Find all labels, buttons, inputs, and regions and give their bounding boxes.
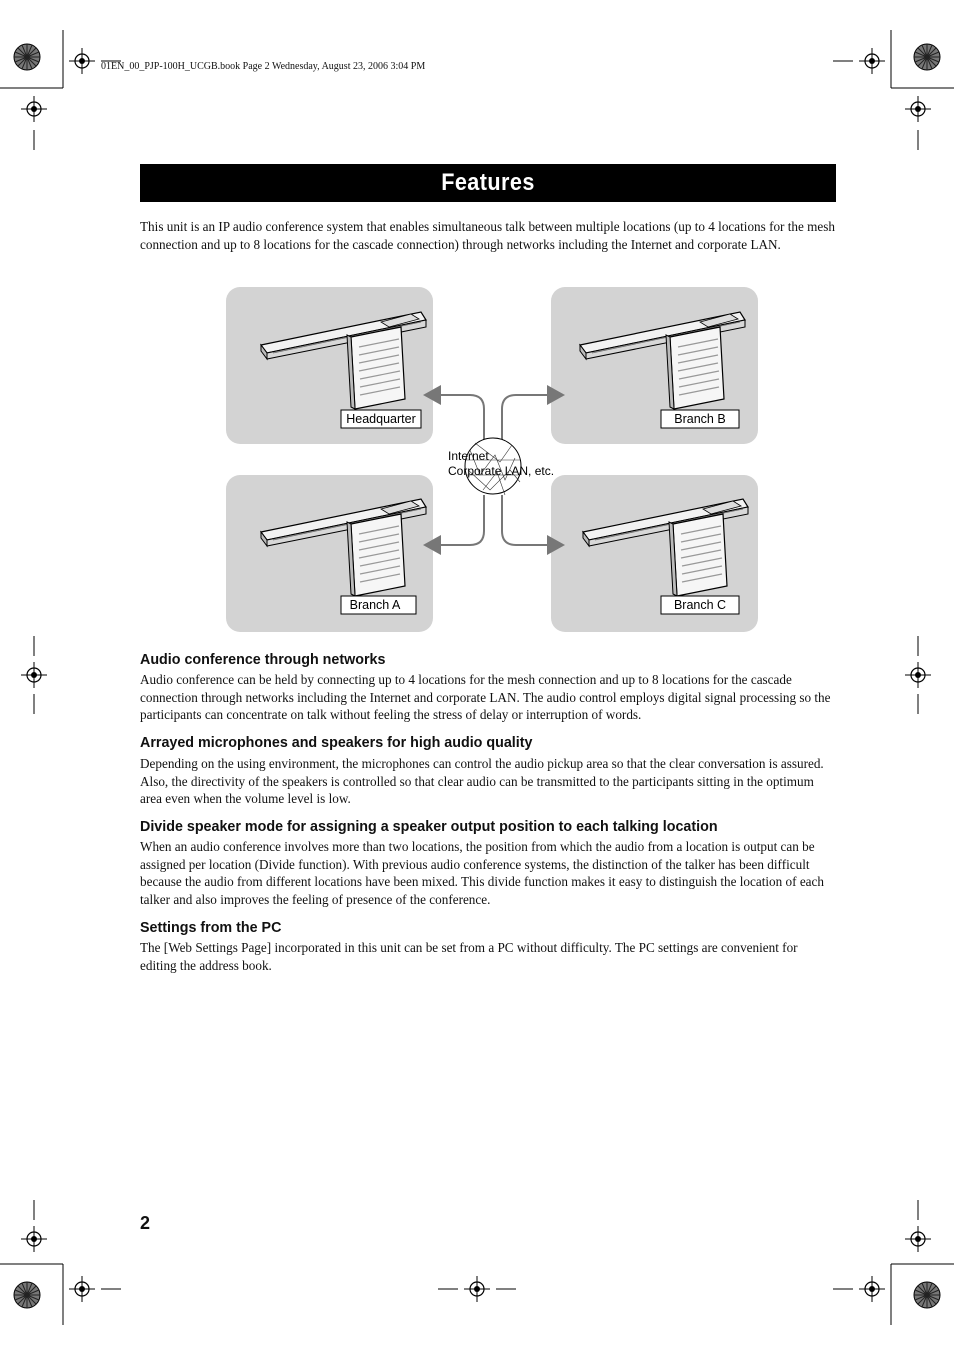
section-heading: Divide speaker mode for assigning a speaker output position to each talking location: [140, 819, 718, 835]
location-label-headquarter: Headquarter: [346, 412, 416, 426]
location-label-branch-c: Branch C: [673, 598, 727, 612]
connector-line: [438, 495, 484, 545]
section-body: When an audio conference involves more than two locations, the position from which the audio from a location is output can be assigned per location (Divide function). With previous audio conference systems, the distinction of the talker has been difficult because the audio from different locations have been mixed. This divide function makes it easy to distinguish the location of each talker and also improves the feeling of presence of the conference.: [140, 839, 824, 907]
page-title: Features: [441, 169, 535, 196]
section-body: Audio conference can be held by connecting up to 4 locations for the mesh connection and up to 8 locations for the cascade connection through networks including the Internet and corporate LAN. The audio control employs digital signal processing so the participants can concentrate on talk without feeling the stress of delay or interruption of words.: [140, 672, 831, 723]
section-heading: Settings from the PC: [140, 920, 282, 936]
page-number: 2: [140, 1213, 151, 1233]
file-info-header: 01EN_00_PJP-100H_UCGB.book Page 2 Wednesday, August 23, 2006 3:04 PM: [101, 61, 426, 72]
network-label-corporate-lan: Corporate LAN, etc.: [448, 464, 555, 478]
connector-line: [502, 395, 548, 440]
location-label-branch-a: Branch A: [349, 598, 401, 612]
section-body: The [Web Settings Page] incorporated in this unit can be set from a PC without difficulty. The PC settings are convenient for editing the address book.: [140, 940, 798, 973]
section-heading: Arrayed microphones and speakers for high audio quality: [140, 735, 533, 751]
network-label-internet: Internet: [448, 449, 489, 463]
connector-line: [502, 495, 548, 545]
location-label-branch-b: Branch B: [674, 412, 726, 426]
section-body: Depending on the using environment, the microphones can control the audio pickup area so that the clear conversation is assured. Also, the directivity of the speakers is controlled so that clear audio can be transmitted to the participants sitting in the optimum area even when the volume level is low.: [140, 756, 824, 807]
section-heading: Audio conference through networks: [140, 652, 386, 668]
intro-paragraph: This unit is an IP audio conference system that enables simultaneous talk between multiple locations (up to 4 locations for the mesh connection and up to 8 locations for the cascade connection) through networks including the Internet and corporate LAN.: [140, 219, 835, 252]
connector-line: [438, 395, 484, 440]
